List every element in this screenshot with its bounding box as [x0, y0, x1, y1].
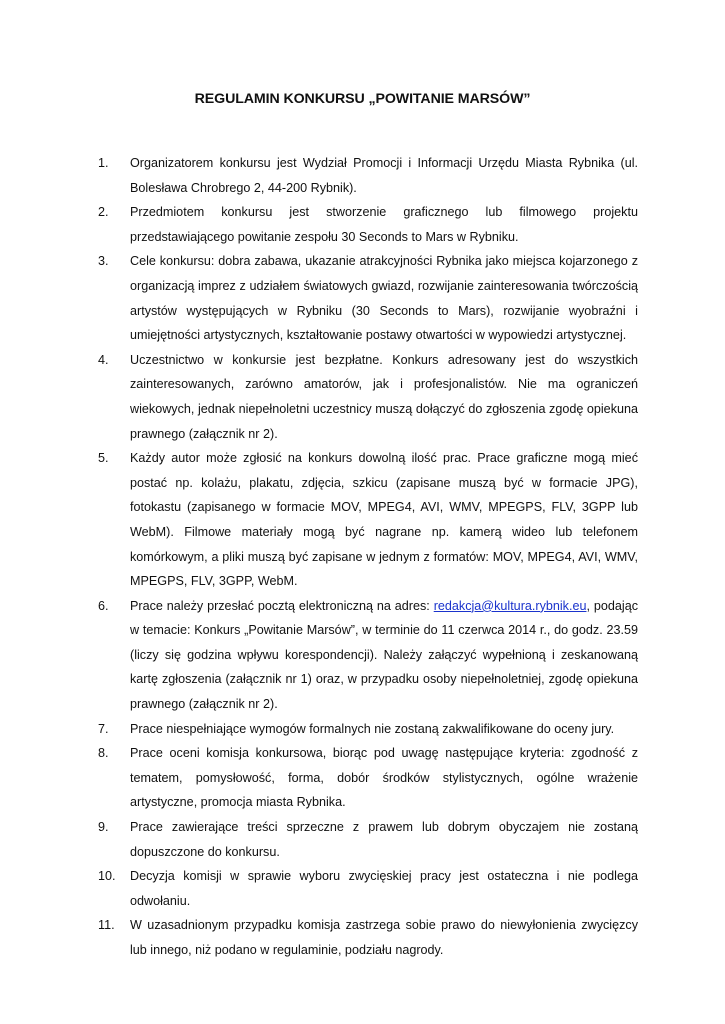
- rules-list: [98, 151, 638, 963]
- rule-number: 3.: [98, 254, 109, 269]
- rule-text: Cele konkursu: dobra zabawa, ukazanie atrakcyjności Rybnika jako miejsca kojarzonego z organizacją imprez z udziałem światowych gwiazd, rozwijanie zainteresowania twórczością artystów występujących w Rybniku (30 Seconds to Mars), rozwijanie wyobraźni i umiejętności artystycznych, kształtowanie postawy otwartości w wypowiedzi artystycznej.: [130, 254, 638, 343]
- rule-text: Prace oceni komisja konkursowa, biorąc pod uwagę następujące kryteria: zgodność z tematem, pomysłowość, forma, dobór środków stylistycznych, ogólne wrażenie artystyczne, promocja miasta Rybnika.: [130, 746, 638, 810]
- rule-number: 10.: [98, 869, 116, 884]
- rule-text: Decyzja komisji w sprawie wyboru zwycięskiej pracy jest ostateczna i nie podlega odwołaniu.: [130, 869, 638, 908]
- email-link[interactable]: redakcja@kultura.rybnik.eu: [433, 598, 587, 613]
- rule-number: 2.: [98, 205, 109, 220]
- rule-text: Każdy autor może zgłosić na konkurs dowolną ilość prac. Prace graficzne mogą mieć postać np. kolażu, plakatu, zdjęcia, szkicu (zapisane muszą być w formacie JPG), fotokastu (zapisanego w formacie MOV, MPEG4, AVI, WMV, MPEGPS, FLV, 3GPP lub WebM). Filmowe materiały mogą być nagrane np. kamerą wideo lub telefonem komórkowym, a pliki muszą być zapisane w jednym z formatów: MOV, MPEG4, AVI, WMV, MPEGPS, FLV, 3GPP, WebM.: [130, 451, 638, 589]
- rule-text: Prace niespełniające wymogów formalnych nie zostaną zakwalifikowane do oceny jury.: [130, 721, 615, 736]
- rule-item: [98, 741, 638, 815]
- rule-text-before-link: Prace należy przesłać pocztą elektroniczną na adres:: [130, 598, 434, 613]
- rule-item: [98, 815, 638, 864]
- rule-text: Przedmiotem konkursu jest stworzenie graficznego lub filmowego projektu przedstawiającego powitanie zespołu 30 Seconds to Mars w Rybniku.: [130, 205, 638, 244]
- rule-text: Prace zawierające treści sprzeczne z prawem lub dobrym obyczajem nie zostaną dopuszczone do konkursu.: [130, 820, 638, 859]
- rule-text-after-link: , podając w temacie: Konkurs „Powitanie Marsów”, w terminie do 11 czerwca 2014 r., do godz. 23.59 (liczy się godzina wpływu korespondencji). Należy załączyć wypełnioną i zeskanowaną kartę zgłoszenia (załącznik nr 1) oraz, w przypadku osoby niepełnoletniej, zgodę opiekuna prawnego (załącznik nr 2).: [130, 598, 638, 712]
- rule-item: [98, 594, 638, 717]
- rule-text: Organizatorem konkursu jest Wydział Promocji i Informacji Urzędu Miasta Rybnika (ul. Bolesława Chrobrego 2, 44-200 Rybnik).: [130, 156, 638, 195]
- rule-item: [98, 717, 638, 742]
- rule-item: [98, 200, 638, 249]
- rule-item: [98, 348, 638, 446]
- rule-number: 11.: [98, 918, 115, 933]
- rule-item: [98, 151, 638, 200]
- rule-item: [98, 864, 638, 913]
- rule-item: [98, 913, 638, 962]
- rule-number: 6.: [98, 598, 109, 613]
- rule-text: Uczestnictwo w konkursie jest bezpłatne. Konkurs adresowany jest do wszystkich zainteresowanych, zarówno amatorów, jak i profesjonalistów. Nie ma ograniczeń wiekowych, jednak niepełnoletni uczestnicy muszą dołączyć do zgłoszenia zgodę opiekuna prawnego (załącznik nr 2).: [130, 352, 638, 441]
- rule-item: [98, 249, 638, 347]
- rule-number: 8.: [98, 746, 109, 761]
- rule-number: 5.: [98, 451, 109, 466]
- rule-number: 4.: [98, 352, 109, 367]
- rule-text: [130, 594, 638, 717]
- document-title: REGULAMIN KONKURSU „POWITANIE MARSÓW”: [194, 91, 531, 107]
- rule-number: 7.: [98, 721, 109, 736]
- rule-number: 9.: [98, 820, 109, 835]
- rule-item: [98, 446, 638, 594]
- rule-text: W uzasadnionym przypadku komisja zastrzega sobie prawo do niewyłonienia zwycięzcy lub innego, niż podano w regulaminie, podziału nagrody.: [130, 918, 638, 957]
- rule-number: 1.: [98, 156, 109, 170]
